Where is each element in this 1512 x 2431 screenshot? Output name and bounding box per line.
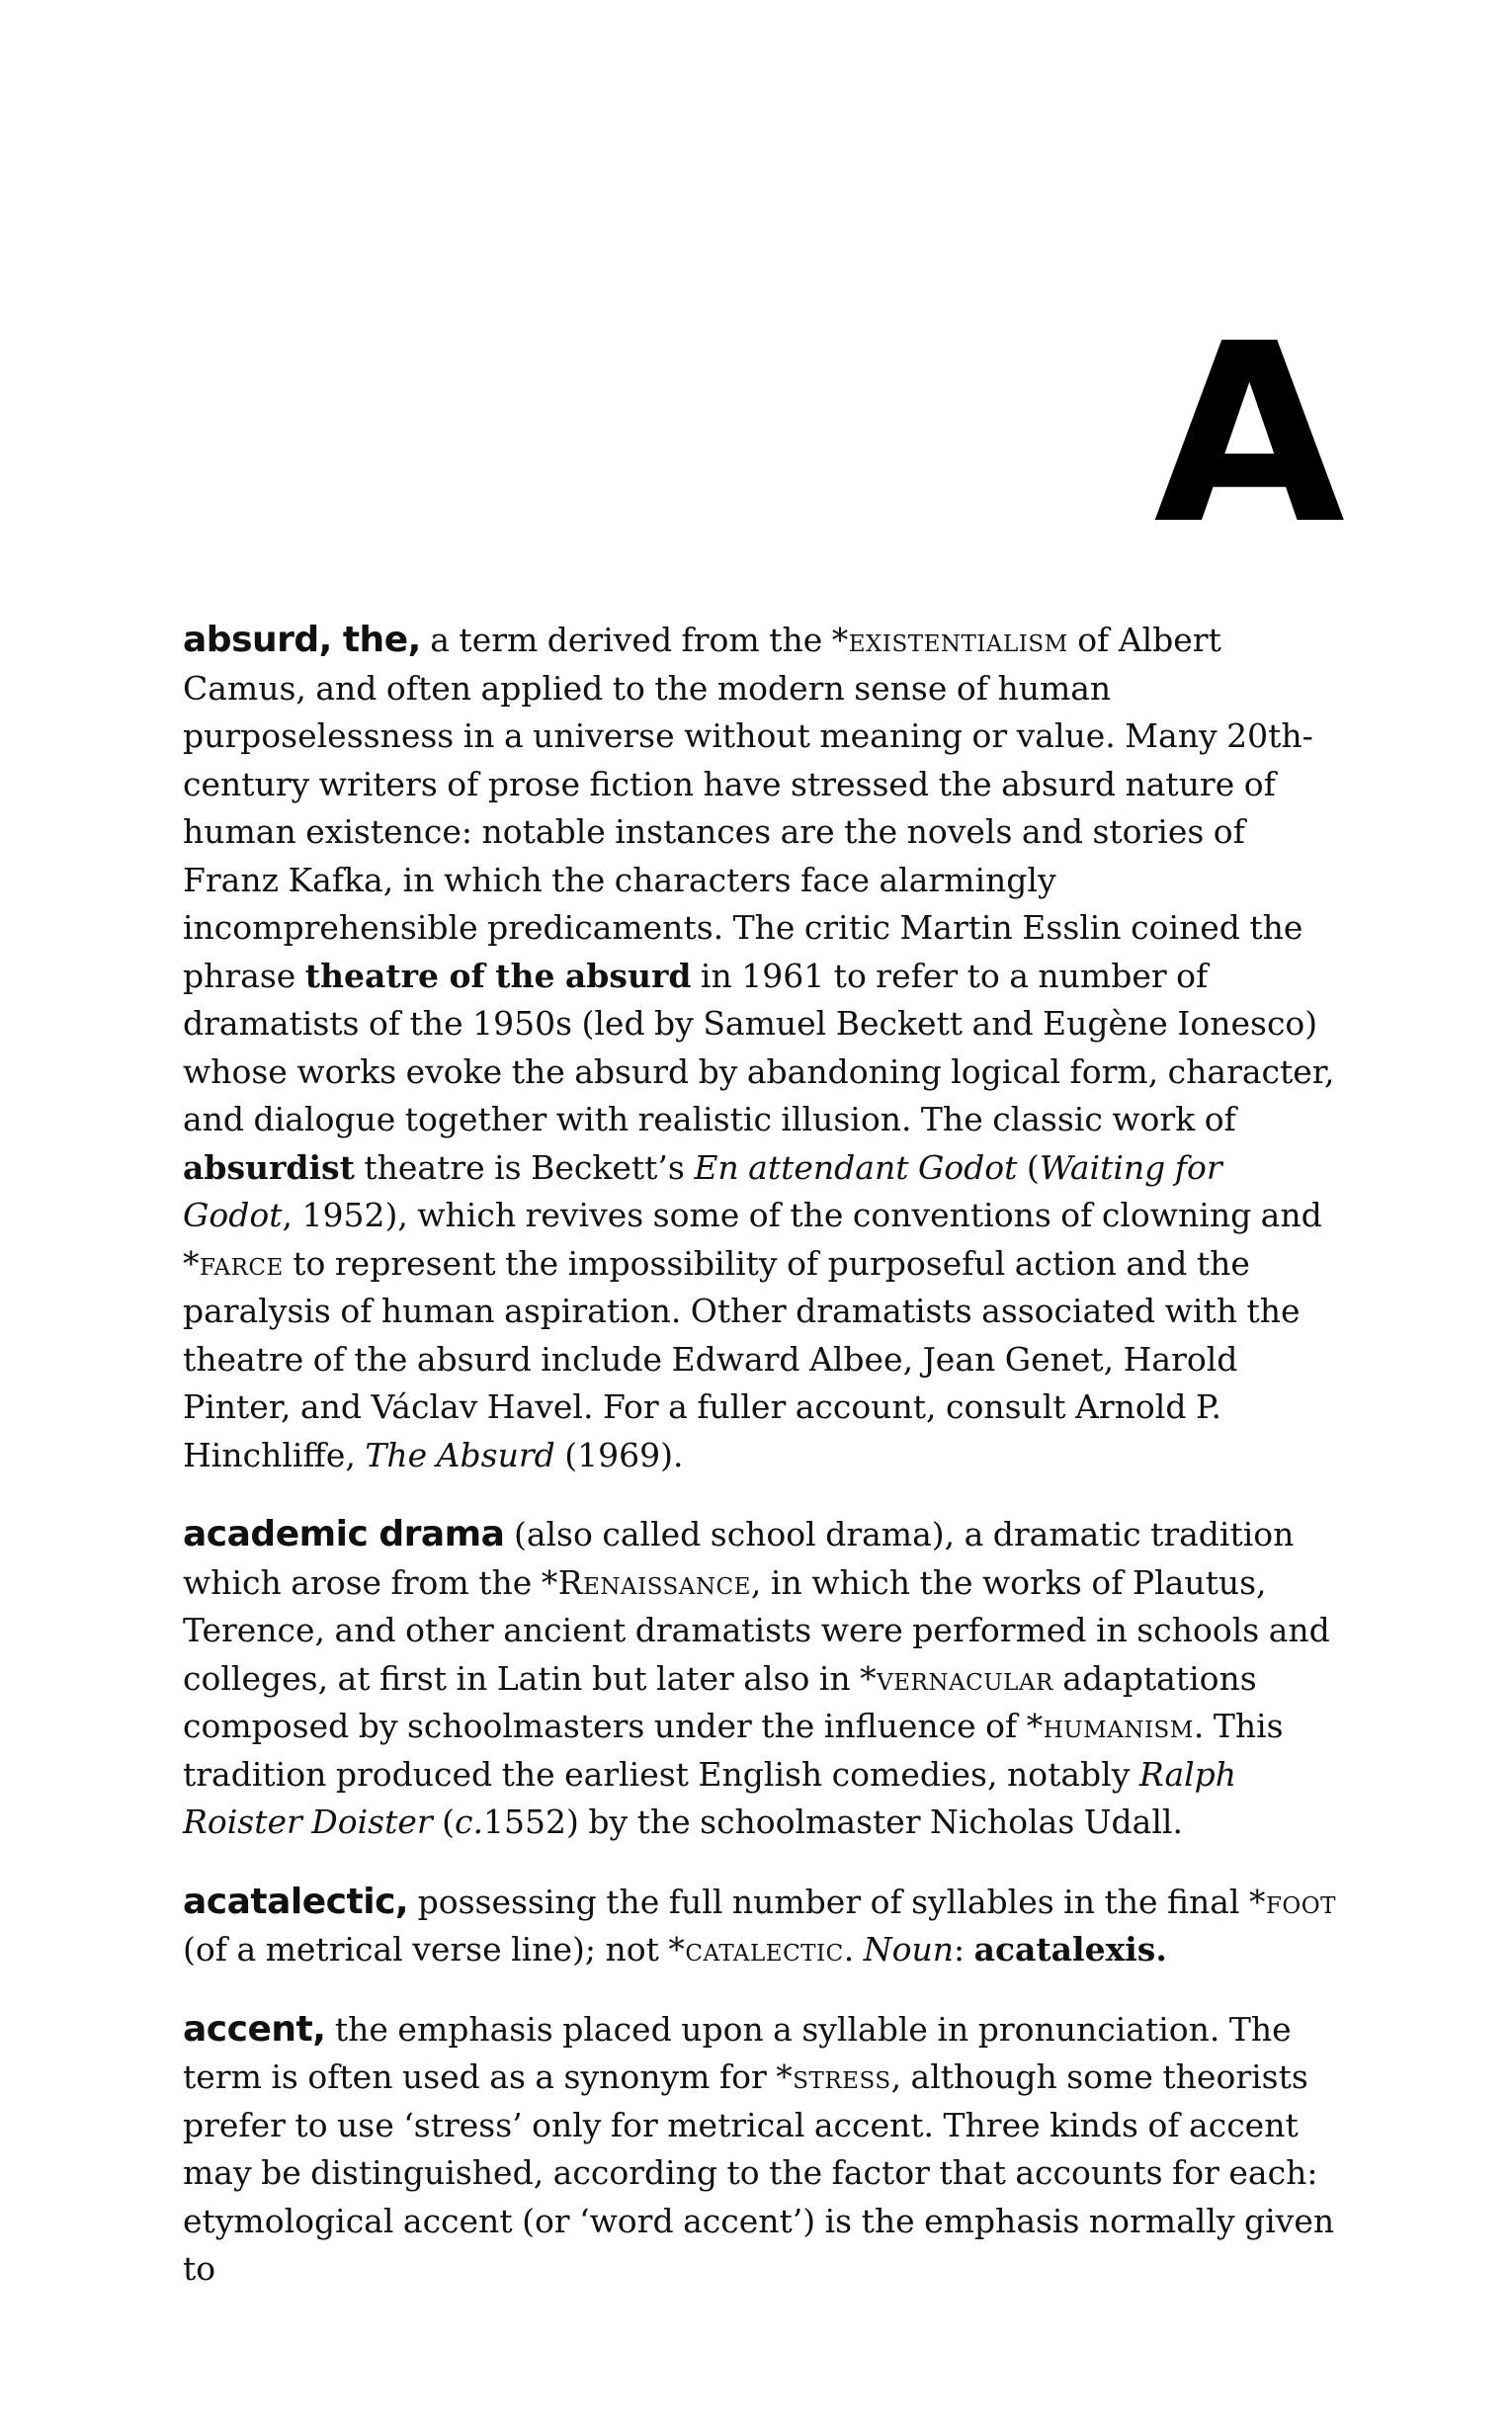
definition-text: to represent the impossibility of purposeful action and the paralysis of human aspiration. Other dramatists associated with the theatre of the absurd include Edward Albee, Jean Genet, Harold Pinter, and Václav Havel. For a fuller account, consult Arnold P. Hinchliffe, (183, 1243, 1301, 1474)
italic-title: The Absurd (365, 1435, 555, 1474)
cross-reference[interactable]: *stress (776, 2057, 891, 2096)
section-letter: A (1153, 291, 1339, 578)
definition-text: a term derived from the (420, 621, 832, 659)
entry-absurd (183, 617, 1339, 1479)
definition-text: (of a metrical verse line); not (183, 1930, 669, 1969)
cross-reference[interactable]: *farce (183, 1243, 284, 1283)
definition-text: (also called school drama), a dramatic tradition which arose from the (183, 1515, 1295, 1602)
bold-term: acatalexis. (973, 1930, 1167, 1969)
definition-text: adaptations composed by schoolmasters under the influence of (183, 1658, 1257, 1745)
italic-title: En attendant Godot (694, 1147, 1018, 1187)
headword: acatalectic, (183, 1881, 409, 1922)
headword: absurd, the, (183, 620, 421, 660)
cross-reference[interactable]: *foot (1248, 1882, 1336, 1921)
headword: accent, (183, 2008, 326, 2050)
entry-accent (183, 2006, 1339, 2294)
cross-reference[interactable]: *humanism (1026, 1707, 1194, 1745)
bold-term: absurdist (183, 1147, 355, 1187)
definition-text: theatre is Beckett’s (354, 1147, 695, 1187)
definition-text: ( (432, 1802, 456, 1841)
definition-text: the emphasis placed upon a syllable in pronunciation. The term is often used as a synonym for (183, 2009, 1292, 2096)
italic-title: Waiting for Godot (183, 1147, 1222, 1234)
cross-reference[interactable]: *vernacular (860, 1658, 1053, 1698)
definition-text: , in which the works of Plautus, Terence, and other ancient dramatists were performed in schools and colleges, at first in Latin but later also in (183, 1562, 1330, 1698)
definition-text: : (953, 1930, 974, 1969)
cross-reference[interactable]: *Renaissance (541, 1562, 751, 1602)
definition-text: . This tradition produced the earliest English comedies, notably (183, 1707, 1284, 1794)
definition-text: , although some theorists prefer to use ‘stress’ only for metrical accent. Three kinds of accent may be distinguished, according to the factor that accounts for each: etymological accent (or ‘word accent’) is the emphasis normally given to (183, 2057, 1335, 2288)
definition-text: ( (1017, 1147, 1040, 1187)
cross-reference[interactable]: *catalectic (668, 1930, 844, 1969)
entry-acatalectic (183, 1879, 1339, 1974)
italic-title: Ralph Roister Doister (183, 1754, 1237, 1841)
entry-academic-drama (183, 1511, 1339, 1847)
definition-text: possessing the full number of syllables in the final (408, 1882, 1249, 1921)
definition-text: (1969). (554, 1435, 684, 1474)
definition-text: 1552) by the schoolmaster Nicholas Udall. (483, 1802, 1183, 1841)
definition-text: in 1961 to refer to a number of dramatists of the 1950s (led by Samuel Beckett and Eugène Ionesco) whose works evoke the absurd by abandoning logical form, character, and dialogue together with realistic illusion. The classic work of (183, 956, 1335, 1138)
bold-term: theatre of the absurd (304, 956, 692, 995)
definition-text: . (843, 1930, 864, 1969)
cross-reference[interactable]: *existentialism (831, 621, 1068, 659)
headword: academic drama (183, 1514, 505, 1554)
definition-text: of Albert Camus, and often applied to the modern sense of human purposelessness in a universe without meaning or value. Many 20th-century writers of prose fiction have stressed the absurd nature of human existence: notable instances are the novels and stories of Franz Kafka, in which the characters face alarmingly incomprehensible predicaments. The critic Martin Esslin coined the phrase (183, 621, 1313, 995)
italic-abbreviation: c. (455, 1802, 483, 1841)
dictionary-entries (183, 617, 1339, 2325)
italic-label: Noun (863, 1930, 954, 1969)
definition-text: , 1952), which revives some of the conventions of clowning and (282, 1196, 1322, 1234)
